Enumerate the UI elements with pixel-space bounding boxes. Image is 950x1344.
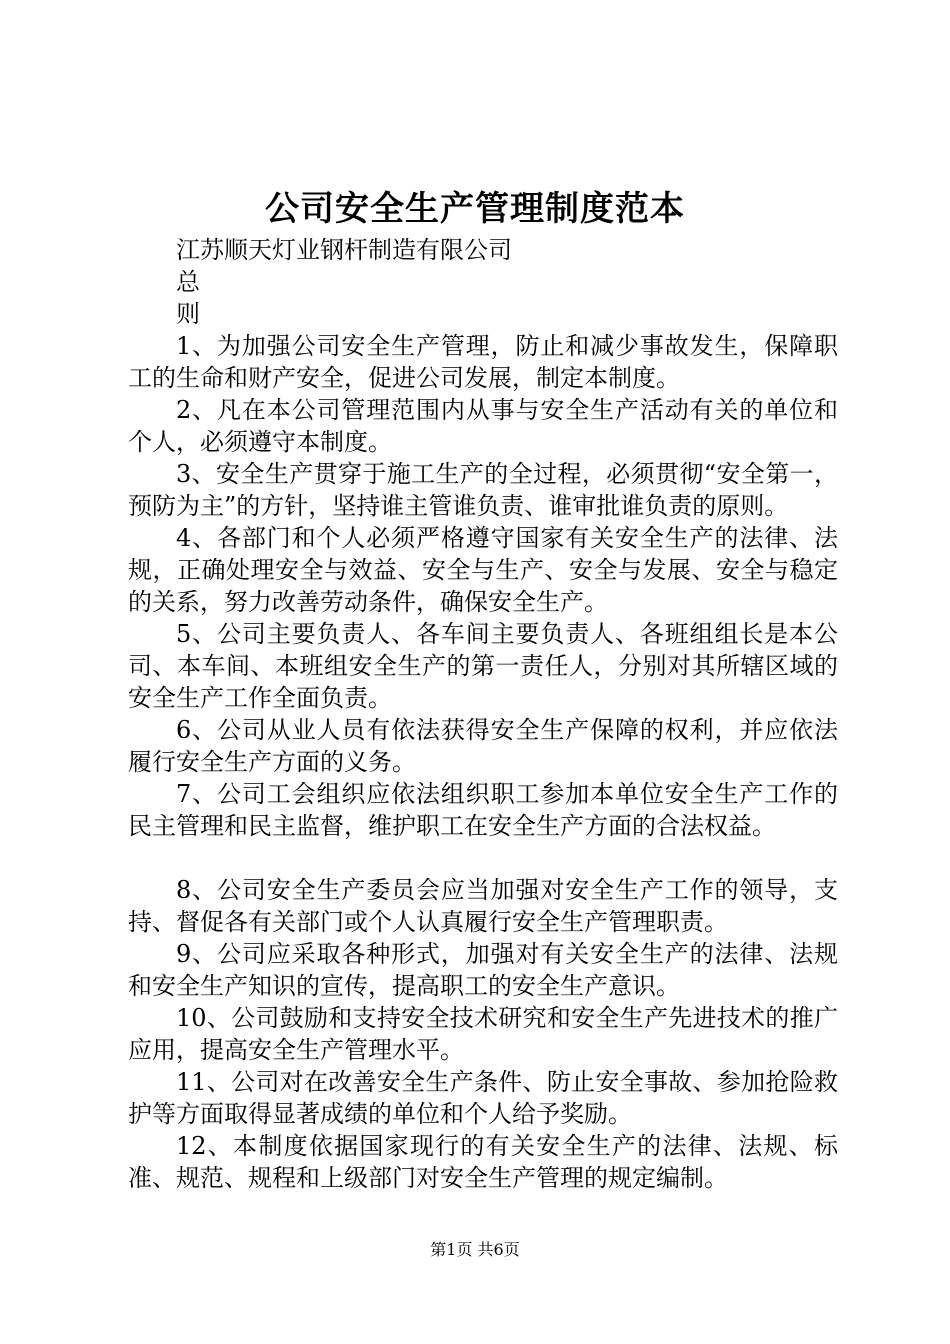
paragraph-11: 11、公司对在改善安全生产条件、防止安全事故、参加抢险救护等方面取得显著成绩的单位和个人给予奖励。 [128,1068,838,1128]
company-name: 江苏顺天灯业钢杆制造有限公司 [176,236,512,264]
paragraph-7: 7、公司工会组织应依法组织职工参加本单位安全生产工作的民主管理和民主监督，维护职工在安全生产方面的合法权益。 [128,780,838,840]
document-title: 公司安全生产管理制度范本 [265,189,685,229]
page-footer: 第1页 共6页 [430,1240,520,1259]
document-body [128,234,838,1194]
paragraph-8: 8、公司安全生产委员会应当加强对安全生产工作的领导，支持、督促各有关部门或个人认真履行安全生产管理职责。 [128,876,838,936]
paragraph-6: 6、公司从业人员有依法获得安全生产保障的权利，并应依法履行安全生产方面的义务。 [128,716,838,776]
paragraph-gap [128,842,838,874]
paragraph-4: 4、各部门和个人必须严格遵守国家有关安全生产的法律、法规，正确处理安全与效益、安全与生产、安全与发展、安全与稳定的关系，努力改善劳动条件，确保安全生产。 [128,524,838,616]
paragraph-12: 12、本制度依据国家现行的有关安全生产的法律、法规、标准、规范、规程和上级部门对安全生产管理的规定编制。 [128,1132,838,1192]
paragraph-9: 9、公司应采取各种形式，加强对有关安全生产的法律、法规和安全生产知识的宣传，提高职工的安全生产意识。 [128,940,838,1000]
paragraph-1: 1、为加强公司安全生产管理，防止和减少事故发生，保障职工的生命和财产安全，促进公司发展，制定本制度。 [128,332,838,392]
section-heading-char-2: 则 [176,300,200,328]
paragraph-10: 10、公司鼓励和支持安全技术研究和安全生产先进技术的推广应用，提高安全生产管理水平。 [128,1004,838,1064]
paragraph-3: 3、安全生产贯穿于施工生产的全过程，必须贯彻“安全第一，预防为主”的方针，坚持谁主管谁负责、谁审批谁负责的原则。 [128,460,838,520]
paragraph-5: 5、公司主要负责人、各车间主要负责人、各班组组长是本公司、本车间、本班组安全生产的第一责任人，分别对其所辖区域的安全生产工作全面负责。 [128,620,838,712]
section-heading-char-1: 总 [176,268,200,296]
paragraph-2: 2、凡在本公司管理范围内从事与安全生产活动有关的单位和个人，必须遵守本制度。 [128,396,838,456]
